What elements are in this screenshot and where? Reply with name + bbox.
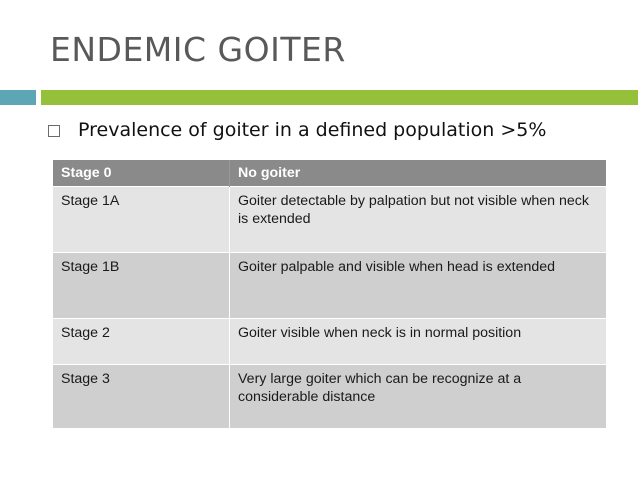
accent-bar-teal [0,90,36,105]
square-bullet-icon [48,125,60,137]
stage-cell: Stage 3 [53,365,230,429]
bullet-text: Prevalence of goiter in a defined population >5% [78,119,547,141]
table-row [53,187,606,253]
table-row [53,253,606,319]
table-header-cell: Stage 0 [53,160,230,187]
goiter-stage-table [53,160,606,428]
accent-bar-green [41,90,638,105]
stage-cell: Stage 1B [53,253,230,319]
description-cell: Goiter palpable and visible when head is extended [230,253,607,319]
table-row [53,319,606,365]
table-row [53,365,606,429]
stage-cell: Stage 2 [53,319,230,365]
description-cell: Very large goiter which can be recognize at a considerable distance [230,365,607,429]
stage-cell: Stage 1A [53,187,230,253]
table-header-row [53,160,606,187]
bullet-item [48,119,546,141]
slide-title: ENDEMIC GOITER [50,30,346,69]
description-cell: Goiter detectable by palpation but not visible when neck is extended [230,187,607,253]
description-cell: Goiter visible when neck is in normal position [230,319,607,365]
table-header-cell: No goiter [230,160,607,187]
